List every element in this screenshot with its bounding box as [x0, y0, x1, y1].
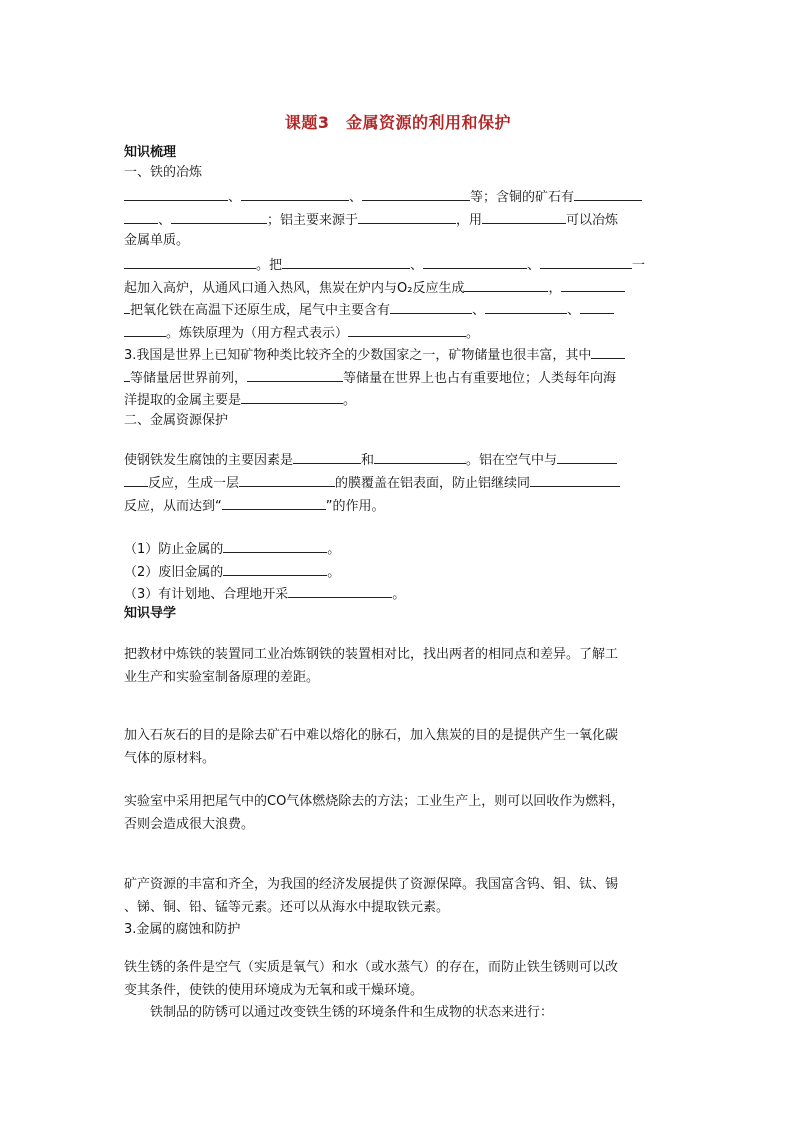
text-line: 把氧化铁在高温下还原生成，尾气中主要含有 、 、	[124, 299, 614, 319]
text-line: 。把 、 、 一	[124, 254, 645, 274]
page-title: 课题3 金属资源的利用和保护	[284, 113, 512, 132]
blank[interactable]	[557, 449, 617, 464]
blank[interactable]	[288, 583, 392, 598]
subheading-iron-smelting: 一、铁的冶炼	[124, 165, 203, 180]
text-line: 使钢铁发生腐蚀的主要因素是 和 。铝在空气中与	[124, 449, 617, 469]
blank[interactable]	[239, 472, 335, 487]
text-line: 等储量居世界前列， 等储量在世界上也占有重要地位；人类每年向海	[124, 367, 616, 387]
blank[interactable]	[540, 254, 632, 269]
blank[interactable]	[124, 472, 148, 487]
text-line: 、 、 等；含铜的矿石有	[124, 186, 642, 206]
blank[interactable]	[574, 186, 642, 201]
blank[interactable]	[358, 209, 456, 224]
section-heading-guide: 知识导学	[124, 606, 177, 621]
subheading-protection: 二、金属资源保护	[124, 413, 229, 428]
blank[interactable]	[241, 186, 349, 201]
blank[interactable]	[223, 538, 327, 553]
blank[interactable]	[171, 209, 267, 224]
text-line: 。炼铁原理为（用方程式表示） 。	[124, 322, 479, 342]
blank[interactable]	[282, 254, 410, 269]
blank[interactable]	[293, 449, 361, 464]
text-line: 金属单质。	[124, 233, 190, 248]
blank[interactable]	[247, 367, 343, 382]
blank[interactable]	[423, 254, 527, 269]
list-item: （2）废旧金属的 。	[124, 561, 340, 581]
blank[interactable]	[348, 322, 466, 337]
paragraph-line: 、锑、铜、铅、锰等元素。还可以从海水中提取铁元素。	[124, 900, 450, 915]
text-line: 3.我国是世界上已知矿物种类比较齐全的少数国家之一，矿物储量也很丰富，其中	[124, 344, 625, 364]
blank[interactable]	[591, 344, 625, 359]
blank[interactable]	[374, 449, 466, 464]
blank[interactable]	[464, 277, 548, 292]
paragraph-line: 否则会造成很大浪费。	[124, 817, 255, 832]
blank[interactable]	[241, 389, 343, 404]
paragraph-line: 业生产和实验室制备原理的差距。	[124, 670, 320, 685]
text-line: 反应，从而达到“ ”的作用。	[124, 495, 385, 515]
blank[interactable]	[390, 299, 472, 314]
section-heading-review: 知识梳理	[124, 145, 177, 160]
blank[interactable]	[124, 322, 166, 337]
paragraph-line: 变其条件，使铁的使用环境成为无氧和或干燥环境。	[124, 983, 424, 998]
paragraph-line: 铁生锈的条件是空气（实质是氧气）和水（或水蒸气）的存在，而防止铁生锈则可以改	[124, 960, 619, 975]
paragraph-line: 气体的原材料。	[124, 751, 216, 766]
blank[interactable]	[362, 186, 470, 201]
paragraph-line: 铁制品的防锈可以通过改变铁生锈的环境条件和生成物的状态来进行：	[150, 1005, 554, 1020]
paragraph-line: 矿产资源的丰富和齐全，为我国的经济发展提供了资源保障。我国富含钨、钼、钛、锡	[124, 877, 619, 892]
paragraph-line: 加入石灰石的目的是除去矿石中难以熔化的脉石，加入焦炭的目的是提供产生一氧化碳	[124, 728, 619, 743]
blank[interactable]	[223, 561, 327, 576]
paragraph-line: 实验室中采用把尾气中的CO气体燃烧除去的方法；工业生产上，则可以回收作为燃料，	[124, 794, 625, 809]
blank[interactable]	[485, 299, 567, 314]
blank[interactable]	[530, 472, 620, 487]
blank[interactable]	[580, 299, 614, 314]
paragraph-line: 把教材中炼铁的装置同工业冶炼钢铁的装置相对比，找出两者的相同点和差异。了解工	[124, 647, 619, 662]
blank[interactable]	[222, 495, 326, 510]
blank[interactable]	[482, 209, 566, 224]
list-item: （1）防止金属的 。	[124, 538, 340, 558]
blank[interactable]	[124, 209, 158, 224]
subheading-corrosion: 3.金属的腐蚀和防护	[124, 922, 241, 937]
text-line: 起加入高炉，从通风口通入热风，焦炭在炉内与O₂反应生成 ，	[124, 277, 625, 297]
blank[interactable]	[124, 186, 228, 201]
text-line: 、 ；铝主要来源于 ，用 可以冶炼	[124, 209, 618, 229]
blank[interactable]	[561, 277, 625, 292]
list-item: （3）有计划地、合理地开采 。	[124, 583, 405, 603]
text-line: 反应，生成一层 的膜覆盖在铝表面，防止铝继续同	[124, 472, 620, 492]
blank[interactable]	[124, 254, 256, 269]
text-line: 洋提取的金属主要是 。	[124, 389, 356, 409]
